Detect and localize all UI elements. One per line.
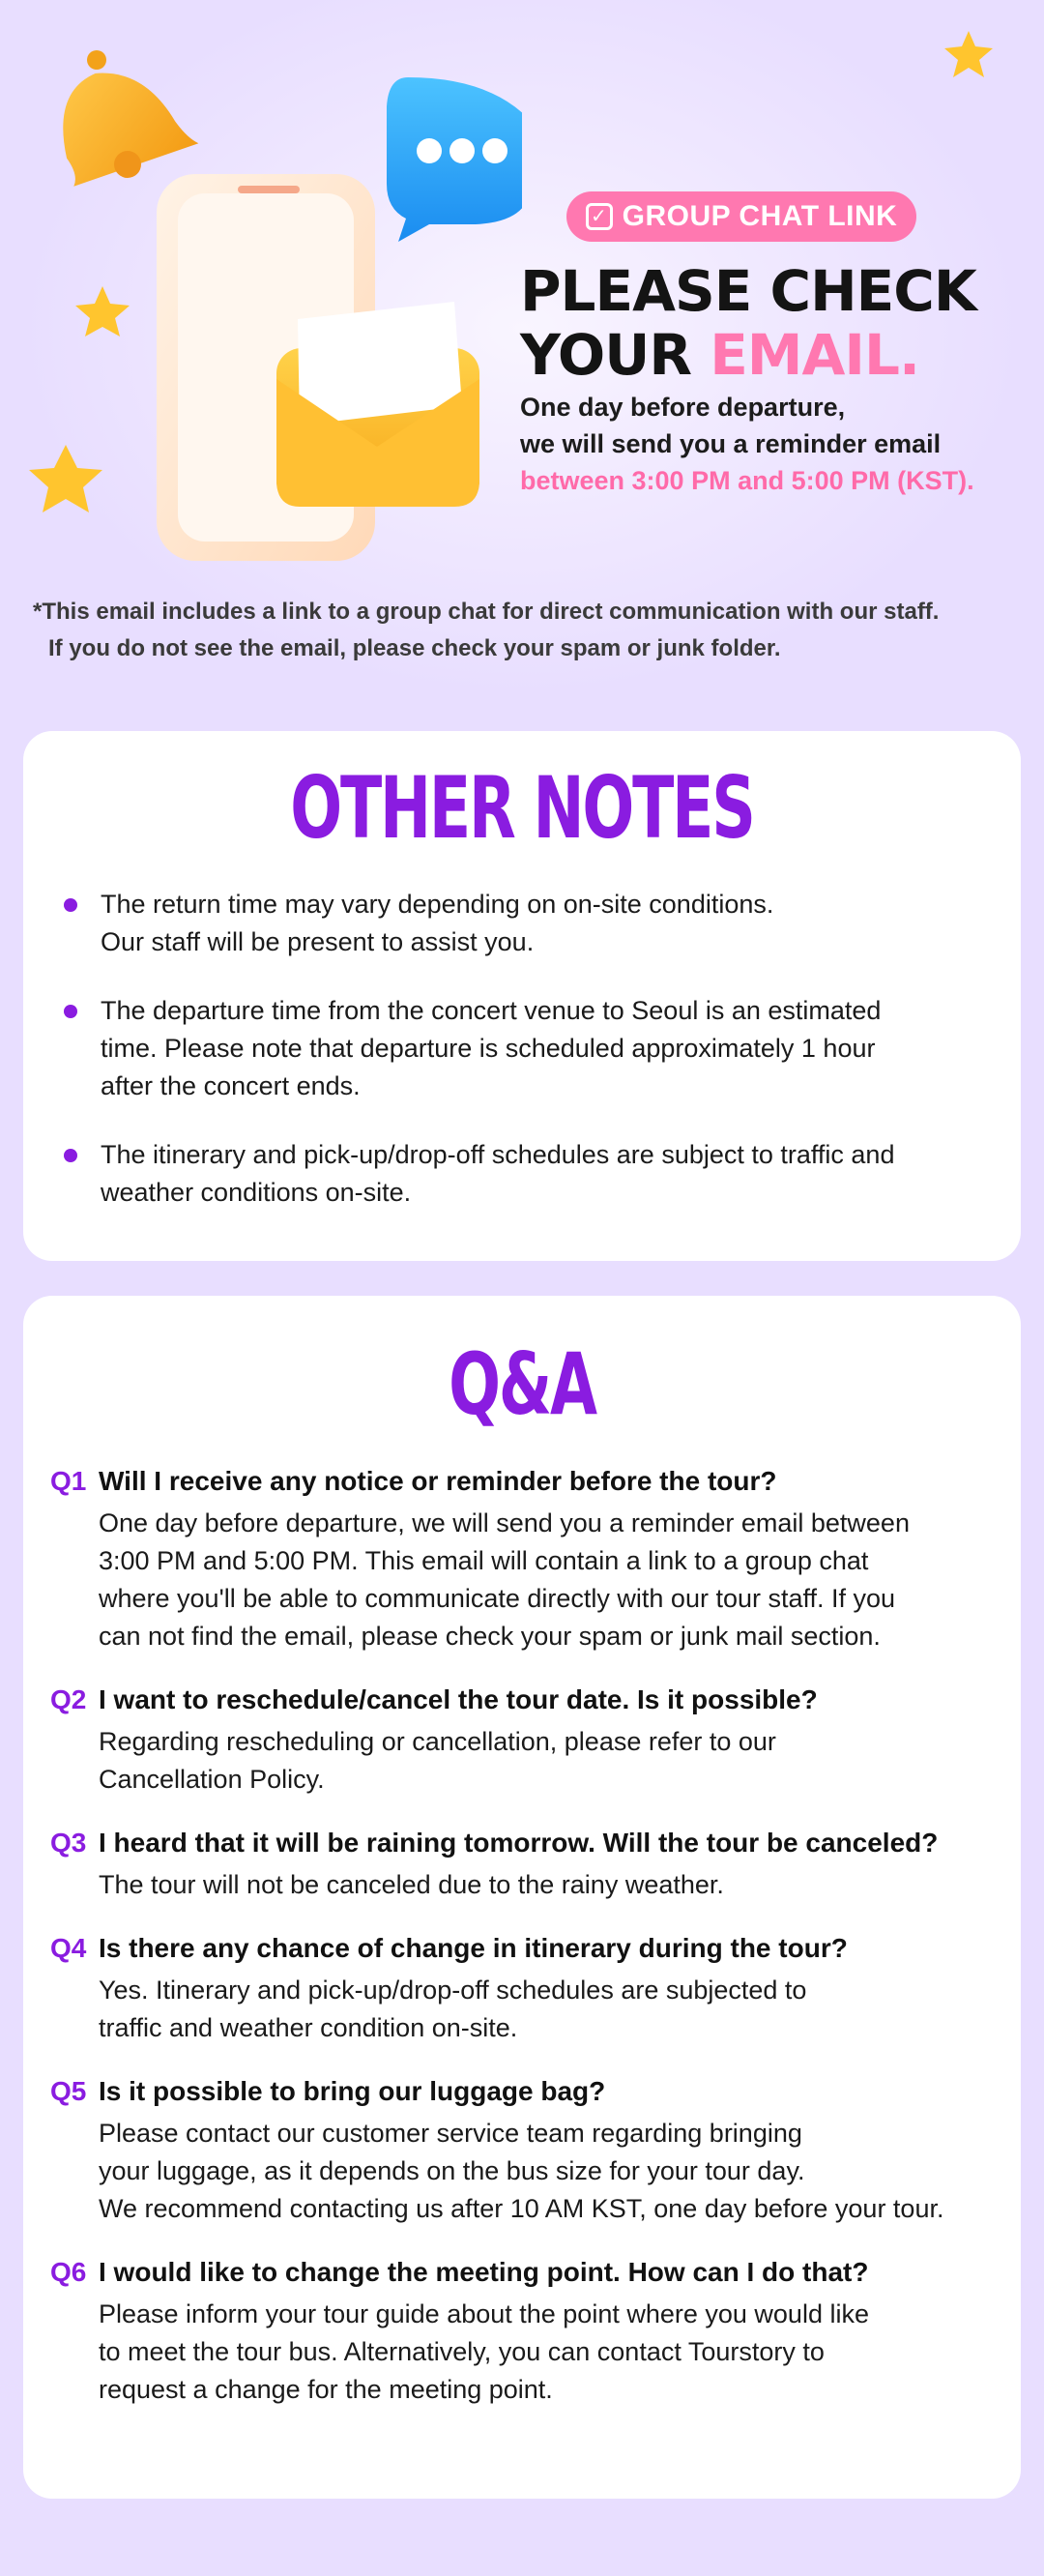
notes-list	[23, 886, 1021, 1212]
qa-question-text: I would like to change the meeting point. How can I do that?	[99, 2257, 869, 2287]
qa-number: Q3	[50, 1828, 87, 1858]
envelope-icon	[276, 302, 479, 507]
qa-number: Q5	[50, 2076, 87, 2106]
qa-answer-line: can not find the email, please check your spam or junk mail section.	[99, 1622, 881, 1651]
badge-label: GROUP CHAT LINK	[622, 200, 898, 232]
qa-question-text: Will I receive any notice or reminder before the tour?	[99, 1466, 777, 1496]
qa-item	[50, 1824, 998, 1904]
subtitle-time-highlight: between 3:00 PM and 5:00 PM (KST).	[520, 466, 974, 495]
qa-answer-line: The tour will not be canceled due to the rainy weather.	[99, 1870, 724, 1899]
qa-answer-line: Cancellation Policy.	[99, 1765, 325, 1794]
email-footnote	[33, 594, 1019, 667]
qa-item	[50, 2253, 998, 2409]
qa-answer	[50, 1866, 998, 1904]
hero-section	[0, 0, 1044, 696]
qa-answer	[50, 2296, 998, 2409]
qa-answer	[50, 1505, 998, 1655]
qa-item	[50, 1681, 998, 1799]
qa-answer-line: request a change for the meeting point.	[99, 2375, 553, 2404]
note-text-line: The departure time from the concert venue to Seoul is an estimated	[101, 996, 882, 1025]
qa-answer-line: We recommend contacting us after 10 AM KST, one day before your tour.	[99, 2194, 944, 2223]
qa-answer-line: your luggage, as it depends on the bus size for your tour day.	[99, 2156, 805, 2185]
qa-item	[50, 2072, 998, 2228]
qa-number: Q4	[50, 1933, 87, 1963]
bullet-dot-icon	[64, 1005, 77, 1018]
qa-list	[23, 1462, 1021, 2409]
qa-number: Q6	[50, 2257, 87, 2287]
qa-question	[50, 2072, 998, 2111]
note-item	[62, 1136, 982, 1212]
qa-question	[50, 1462, 998, 1501]
qa-answer	[50, 2115, 998, 2228]
bullet-dot-icon	[64, 898, 77, 912]
qa-item	[50, 1929, 998, 2047]
other-notes-card	[23, 731, 1021, 1261]
qa-question	[50, 1824, 998, 1862]
qa-title: Q&A	[449, 1334, 595, 1434]
headline-email: EMAIL.	[710, 322, 919, 388]
chat-bubble-icon	[387, 77, 522, 242]
note-text-line: time. Please note that departure is scheduled approximately 1 hour	[101, 1034, 876, 1063]
qa-question	[50, 1929, 998, 1968]
qa-answer	[50, 1972, 998, 2047]
footnote-line1: *This email includes a link to a group chat for direct communication with our staff.	[33, 599, 940, 625]
note-text-line: The itinerary and pick-up/drop-off schedules are subject to traffic and	[101, 1140, 895, 1169]
qa-question-text: Is there any chance of change in itinerary during the tour?	[99, 1933, 848, 1963]
qa-answer-line: traffic and weather condition on-site.	[99, 2013, 518, 2042]
qa-answer-line: Please contact our customer service team regarding bringing	[99, 2119, 802, 2148]
footnote-line2: If you do not see the email, please check your spam or junk folder.	[48, 635, 781, 661]
hero-subtitle	[520, 389, 1042, 499]
note-text-line: weather conditions on-site.	[101, 1178, 412, 1207]
qa-number: Q2	[50, 1684, 87, 1714]
page-headline	[520, 259, 1023, 387]
qa-answer	[50, 1723, 998, 1799]
qa-question-text: Is it possible to bring our luggage bag?	[99, 2076, 606, 2106]
bullet-dot-icon	[64, 1149, 77, 1162]
qa-answer-line: Yes. Itinerary and pick-up/drop-off schedules are subjected to	[99, 1976, 807, 2005]
other-notes-title: OTHER NOTES	[290, 758, 754, 858]
qa-card	[23, 1296, 1021, 2499]
qa-answer-line: Please inform your tour guide about the point where you would like	[99, 2299, 869, 2328]
qa-answer-line: One day before departure, we will send you a reminder email between	[99, 1508, 910, 1537]
headline-line2	[520, 323, 1023, 387]
group-chat-link-badge	[566, 191, 916, 242]
note-item	[62, 992, 982, 1105]
qa-item	[50, 1462, 998, 1655]
note-text-line: Our staff will be present to assist you.	[101, 927, 535, 956]
qa-answer-line: to meet the tour bus. Alternatively, you can contact Tourstory to	[99, 2337, 825, 2366]
qa-answer-line: 3:00 PM and 5:00 PM. This email will contain a link to a group chat	[99, 1546, 869, 1575]
hero-illustration	[0, 0, 522, 580]
subtitle-line1: One day before departure,	[520, 393, 846, 422]
qa-answer-line: where you'll be able to communicate directly with our tour staff. If you	[99, 1584, 896, 1613]
qa-answer-line: Regarding rescheduling or cancellation, please refer to our	[99, 1727, 776, 1756]
star-icon	[29, 286, 130, 512]
qa-question-text: I want to reschedule/cancel the tour date. Is it possible?	[99, 1684, 818, 1714]
headline-your: YOUR	[520, 322, 710, 388]
checkbox-icon: ✓	[586, 203, 613, 230]
bell-icon	[48, 50, 201, 187]
subtitle-line2: we will send you a reminder email	[520, 429, 942, 458]
headline-line1: PLEASE CHECK	[520, 258, 976, 324]
qa-question	[50, 2253, 998, 2292]
qa-number: Q1	[50, 1466, 87, 1496]
note-item	[62, 886, 982, 961]
qa-question	[50, 1681, 998, 1719]
star-icon	[940, 27, 998, 85]
qa-question-text: I heard that it will be raining tomorrow. Will the tour be canceled?	[99, 1828, 939, 1858]
note-text-line: The return time may vary depending on on-site conditions.	[101, 890, 774, 919]
note-text-line: after the concert ends.	[101, 1071, 361, 1100]
